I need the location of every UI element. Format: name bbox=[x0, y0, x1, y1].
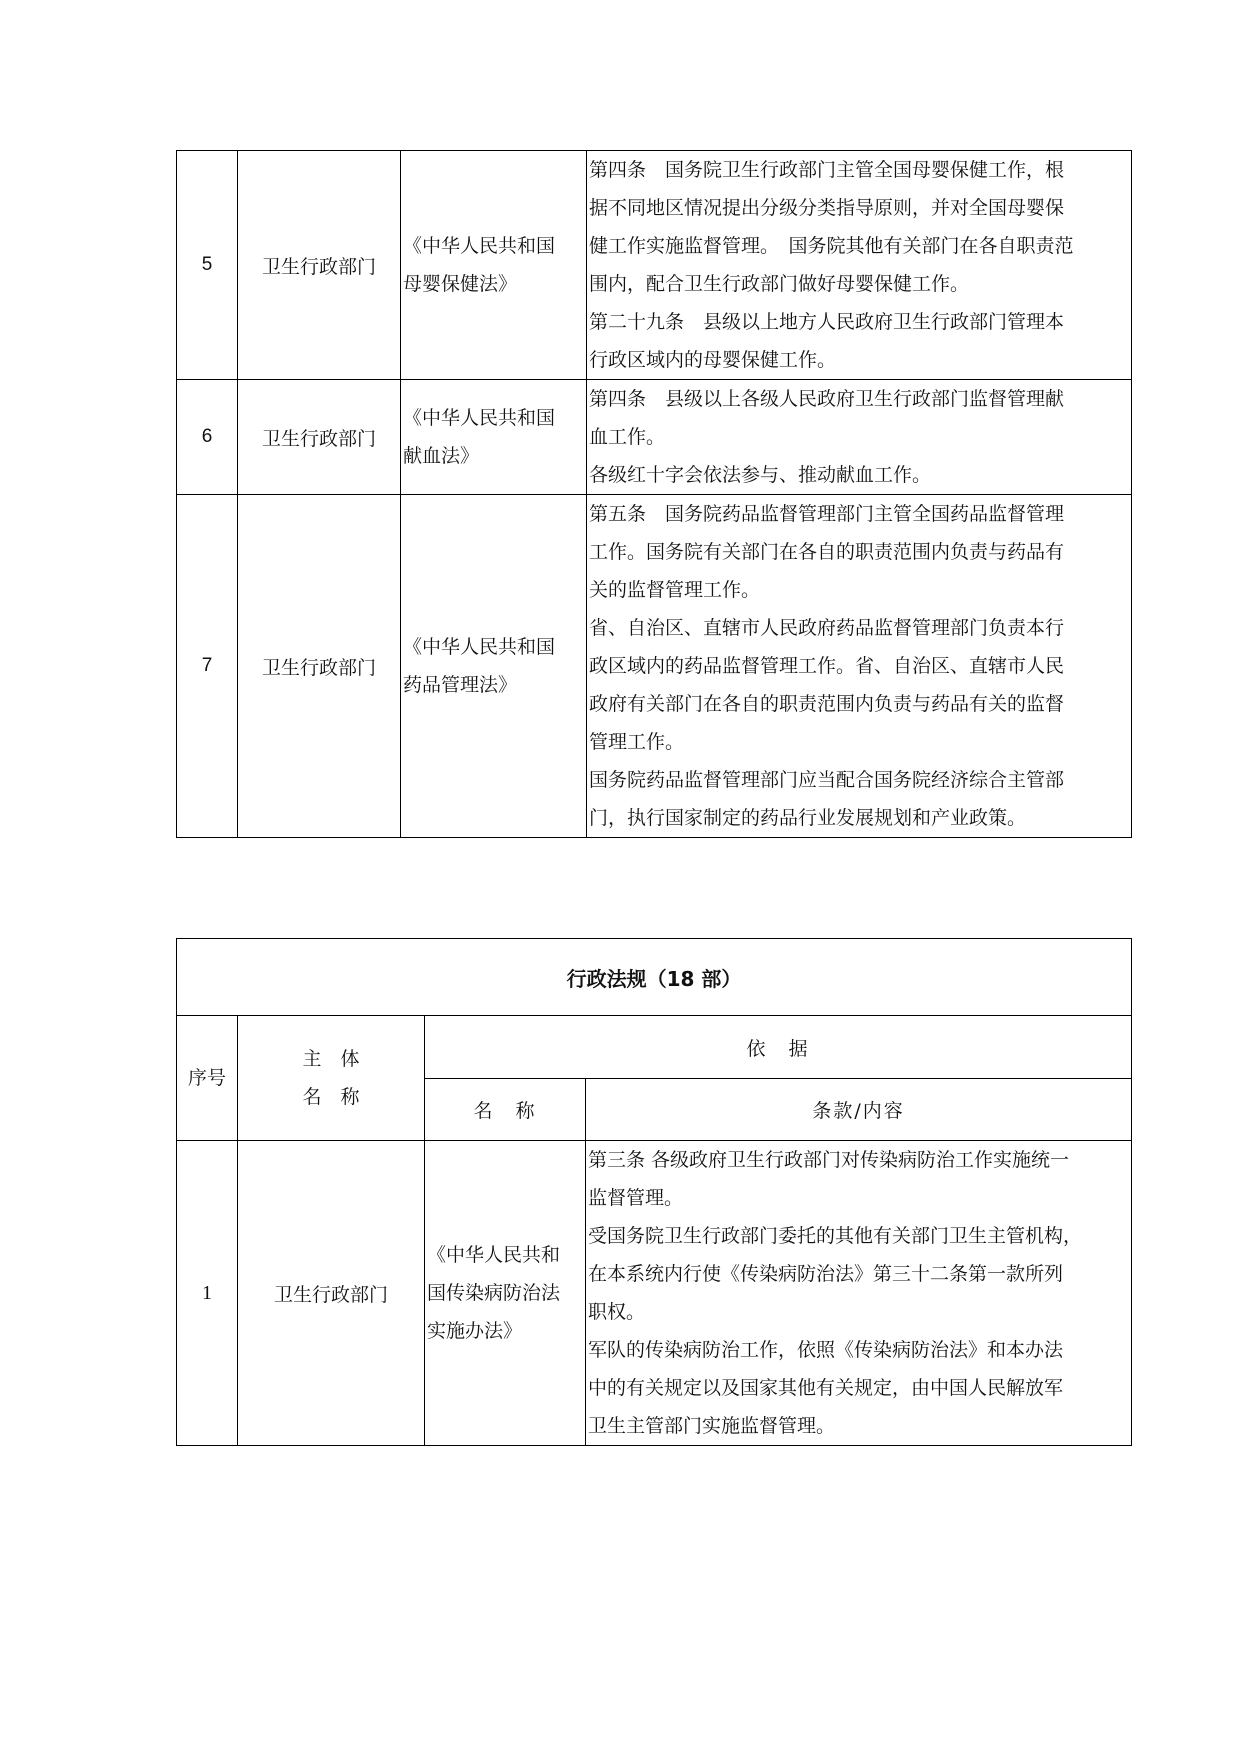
laws-table-continued bbox=[176, 150, 1132, 838]
table-row bbox=[177, 495, 1132, 838]
table-row bbox=[177, 151, 1132, 380]
clause-paragraph: 第四条 县级以上各级人民政府卫生行政部门监督管理献 血工作。 bbox=[589, 388, 1065, 448]
header-number: 序号 bbox=[177, 1016, 238, 1141]
clause-content bbox=[587, 151, 1132, 380]
clause-paragraph: 省、自治区、直辖市人民政府药品监督管理部门负责本行 政区域内的药品监督管理工作。省、自治区、直辖市人民 政府有关部门在各自的职责范围内负责与药品有关的监督 管理工作。 bbox=[589, 617, 1065, 753]
header-law-name: 名 称 bbox=[425, 1079, 586, 1141]
law-name: 《中华人民共和国 药品管理法》 bbox=[401, 495, 587, 838]
admin-regulations-table bbox=[176, 938, 1132, 1446]
row-number: 7 bbox=[177, 495, 238, 838]
table-title-row bbox=[177, 939, 1132, 1016]
subject-name: 卫生行政部门 bbox=[238, 1141, 425, 1446]
clause-paragraph: 第五条 国务院药品监督管理部门主管全国药品监督管理 工作。国务院有关部门在各自的职责范围内负责与药品有 关的监督管理工作。 bbox=[589, 503, 1065, 601]
subject-name: 卫生行政部门 bbox=[238, 151, 401, 380]
clause-paragraph: 军队的传染病防治工作，依照《传染病防治法》和本办法 中的有关规定以及国家其他有关规定，由中国人民解放军 卫生主管部门实施监督管理。 bbox=[588, 1339, 1064, 1437]
header-clause: 条款/内容 bbox=[586, 1079, 1132, 1141]
table-row bbox=[177, 1141, 1132, 1446]
row-number: 6 bbox=[177, 380, 238, 495]
table-title: 行政法规（18 部） bbox=[177, 939, 1132, 1016]
subject-name: 卫生行政部门 bbox=[238, 495, 401, 838]
row-number: 1 bbox=[177, 1141, 238, 1446]
law-name: 《中华人民共和国 献血法》 bbox=[401, 380, 587, 495]
clause-paragraph: 第四条 国务院卫生行政部门主管全国母婴保健工作，根 据不同地区情况提出分级分类指导原则，并对全国母婴保 健工作实施监督管理。 国务院其他有关部门在各自职责范 围内，配合卫生行政部门做好母婴保健工作。 bbox=[589, 159, 1074, 295]
row-number: 5 bbox=[177, 151, 238, 380]
header-basis: 依 据 bbox=[425, 1016, 1132, 1079]
table-row bbox=[177, 380, 1132, 495]
law-name: 《中华人民共和国 母婴保健法》 bbox=[401, 151, 587, 380]
clause-paragraph: 受国务院卫生行政部门委托的其他有关部门卫生主管机构， 在本系统内行使《传染病防治法》第三十二条第一款所列 职权。 bbox=[588, 1225, 1083, 1323]
clause-paragraph: 第三条 各级政府卫生行政部门对传染病防治工作实施统一 监督管理。 bbox=[588, 1149, 1070, 1209]
clause-paragraph: 国务院药品监督管理部门应当配合国务院经济综合主管部 门，执行国家制定的药品行业发展规划和产业政策。 bbox=[589, 769, 1065, 829]
law-name: 《中华人民共和 国传染病防治法 实施办法》 bbox=[425, 1141, 586, 1446]
clause-paragraph: 各级红十字会依法参与、推动献血工作。 bbox=[589, 464, 932, 486]
clause-content bbox=[587, 495, 1132, 838]
subject-name: 卫生行政部门 bbox=[238, 380, 401, 495]
header-subject: 主 体 名 称 bbox=[238, 1016, 425, 1141]
clause-paragraph: 第二十九条 县级以上地方人民政府卫生行政部门管理本 行政区域内的母婴保健工作。 bbox=[589, 311, 1065, 371]
table-header-row bbox=[177, 1016, 1132, 1079]
clause-content bbox=[586, 1141, 1132, 1446]
clause-content bbox=[587, 380, 1132, 495]
